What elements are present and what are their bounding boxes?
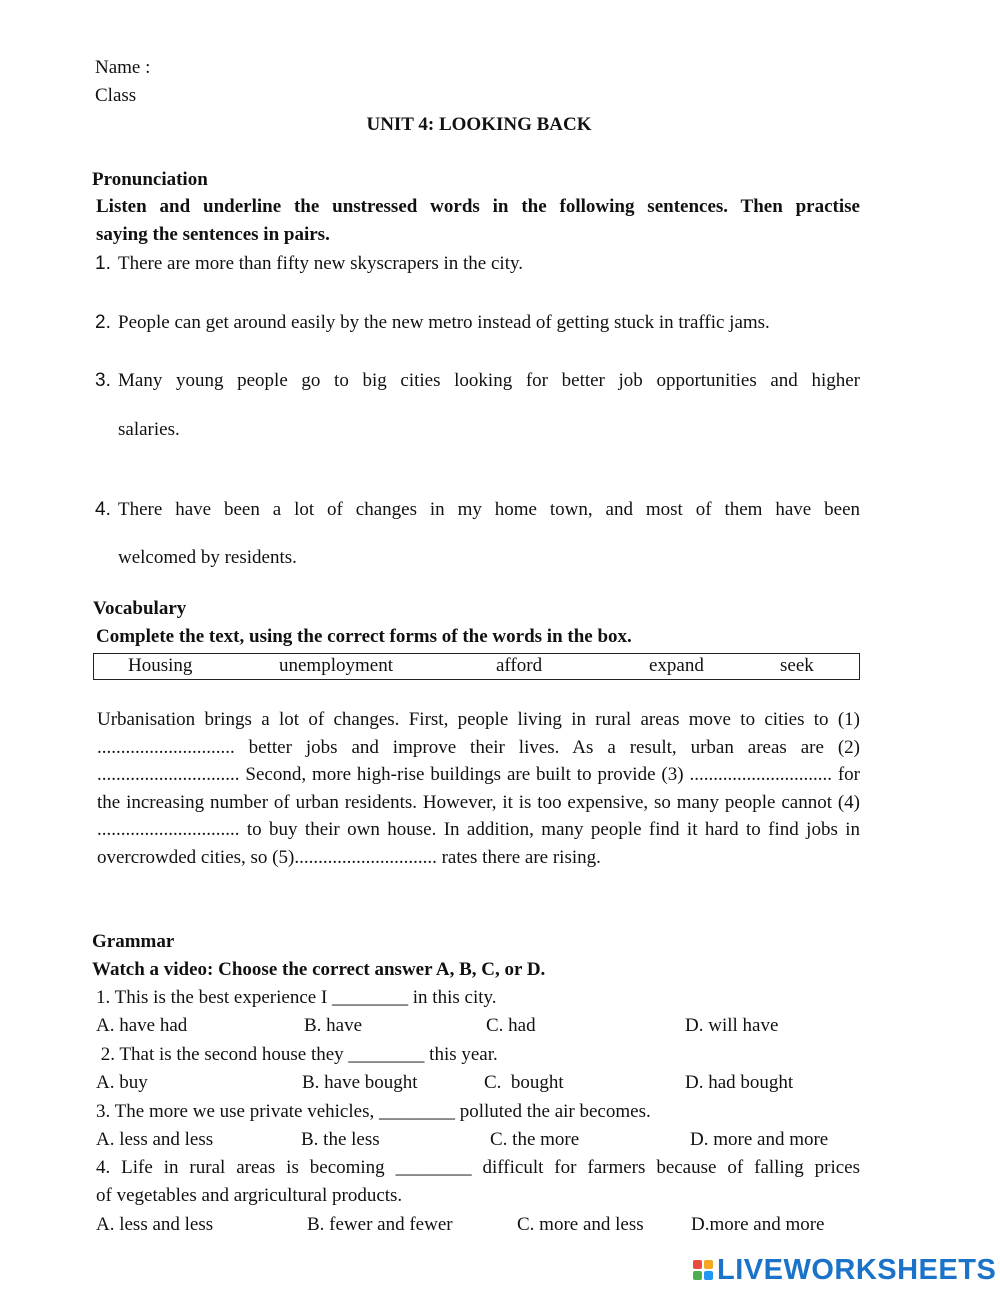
vocabulary-instruction: Complete the text, using the correct forms of the words in the box. [96,626,632,647]
pronunciation-sentence-2: People can get around easily by the new metro instead of getting stuck in traffic jams. [118,312,770,333]
vocabulary-paragraph: Urbanisation brings a lot of changes. First, people living in rural areas move to cities to (1) ............................. better jobs and improve their lives. As a result, urban areas are (2) .............................. Second, more high-rise buildings are built to provide (3) .............................. for the increasing number of urban residents. However, it is too expensive, so many people cannot (4) .............................. to buy their own house. In addition, many people find it hard to find jobs in overcrowded cities, so (5).............................. rates there are rising. [97,709,860,868]
word-box-item: Housing [128,655,193,676]
liveworksheets-logo [693,1255,996,1285]
grammar-heading: Grammar [92,931,175,952]
grammar-instruction: Watch a video: Choose the correct answer A, B, C, or D. [92,959,546,980]
pronunciation-sentence-3: Many young people go to big cities looking for better job opportunities and higher [118,370,860,391]
question-1: 1. This is the best experience I ________ in this city. [96,987,497,1008]
option-b: B. have [304,1015,363,1036]
pronunciation-sentence-4-cont: welcomed by residents. [118,547,297,568]
item-number: 4. [95,499,111,520]
option-d: D. had bought [685,1072,794,1093]
pronunciation-sentence-1: There are more than fifty new skyscrapers in the city. [118,253,523,274]
option-c: C. bought [484,1072,564,1093]
word-box-item: afford [496,655,543,676]
item-number: 3. [95,370,111,391]
question-3: 3. The more we use private vehicles, ________ polluted the air becomes. [96,1101,651,1122]
word-box-item: unemployment [279,655,393,676]
option-b: B. have bought [302,1072,418,1093]
logo-text: LIVEWORKSHEETS [717,1253,997,1286]
option-a: A. less and less [96,1129,214,1150]
name-label: Name : [95,57,151,78]
pronunciation-heading: Pronunciation [92,169,208,190]
logo-mark-icon [693,1260,713,1280]
pronunciation-instruction-line2: saying the sentences in pairs. [96,224,330,245]
item-number: 1. [95,253,111,274]
question-4: 4. Life in rural areas is becoming ________ difficult for farmers because of falling prices [96,1157,860,1178]
question-2: 2. That is the second house they ________ this year. [96,1044,498,1065]
option-a: A. buy [96,1072,148,1093]
page-title: UNIT 4: LOOKING BACK [366,114,592,135]
pronunciation-sentence-4: There have been a lot of changes in my home town, and most of them have been [118,499,860,520]
option-c: C. more and less [517,1214,644,1235]
word-box-item: seek [780,655,814,676]
option-c: C. the more [490,1129,580,1150]
option-c: C. had [486,1015,536,1036]
option-a: A. have had [96,1015,188,1036]
option-d: D. will have [685,1015,779,1036]
option-b: B. fewer and fewer [307,1214,453,1235]
option-a: A. less and less [96,1214,214,1235]
question-4-cont: of vegetables and argricultural products. [96,1185,403,1206]
item-number: 2. [95,312,111,333]
pronunciation-instruction-line1: Listen and underline the unstressed words in the following sentences. Then practise [96,196,860,217]
word-box [93,653,860,680]
option-d: D. more and more [690,1129,829,1150]
option-d: D.more and more [691,1214,825,1235]
option-b: B. the less [301,1129,380,1150]
pronunciation-sentence-3-cont: salaries. [118,419,180,440]
vocabulary-heading: Vocabulary [93,598,187,619]
class-label: Class [95,85,137,106]
word-box-item: expand [649,655,704,676]
